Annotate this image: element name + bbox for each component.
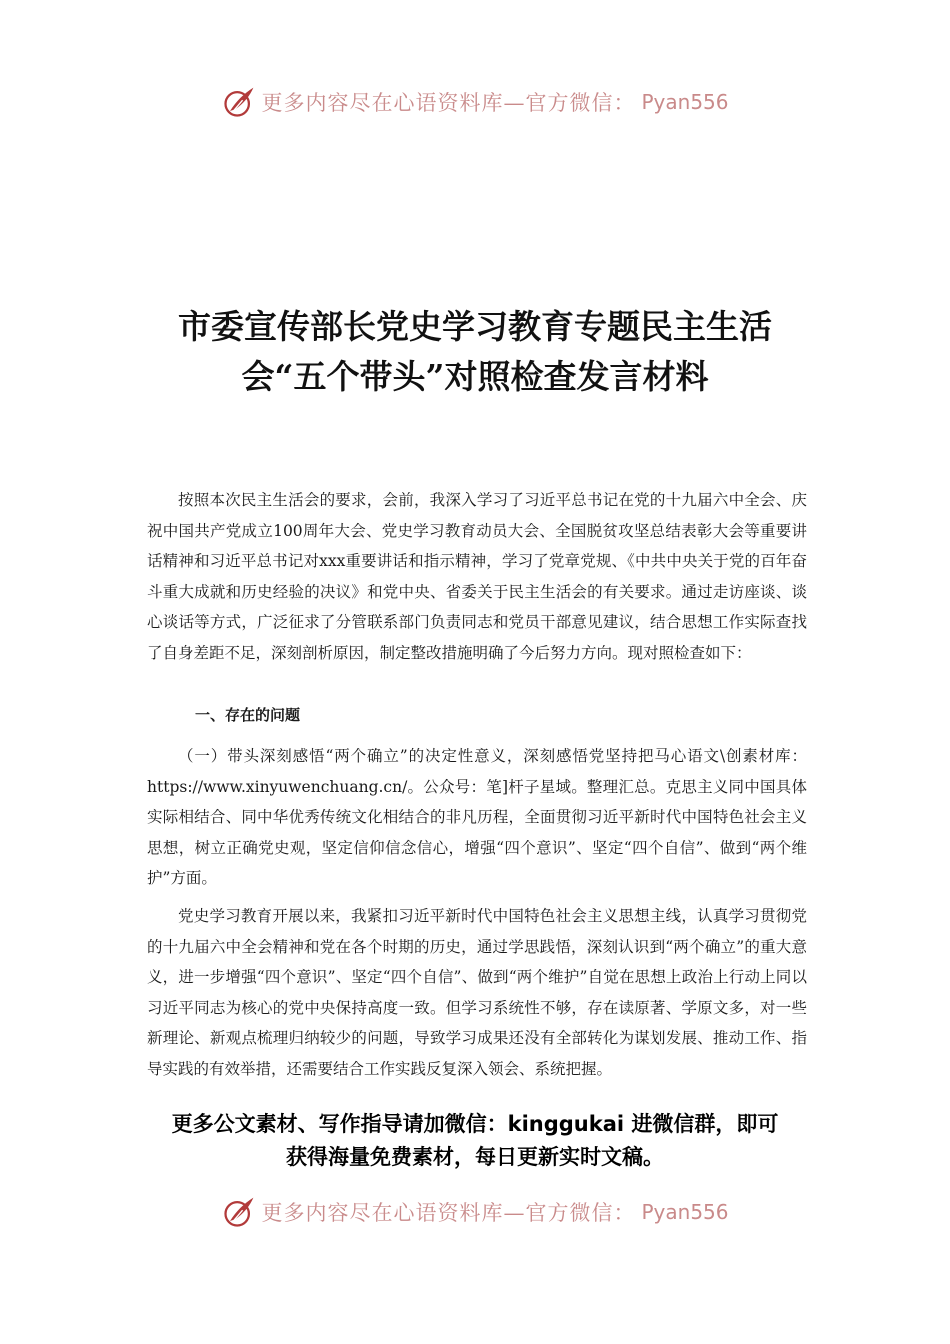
promo-notice xyxy=(130,1108,820,1174)
section-heading: 一、存在的问题 xyxy=(195,706,301,724)
banner-text: 更多内容尽在心语资料库—官方微信： xyxy=(261,91,636,115)
quill-logo-icon xyxy=(221,84,257,120)
banner-text: 更多内容尽在心语资料库—官方微信： xyxy=(261,1201,636,1225)
item-1-detail-paragraph: 党史学习教育开展以来，我紧扣习近平新时代中国特色社会主义思想主线，认真学习贯彻党的十九届六中全会精神和党在各个时期的历史，通过学思践悟，深刻认识到“两个确立”的重大意义，进一步增强“四个意识”、坚定“四个自信”、做到“两个维护”自觉在思想上政治上行动上同以习近平同志为核心的党中央保持高度一致。但学习系统性不够，存在读原著、学原文多，对一些新理论、新观点梳理归纳较少的问题，导致学习成果还没有全部转化为谋划发展、推动工作、指导实践的有效举措，还需要结合工作实践反复深入领会、系统把握。 xyxy=(147,907,807,1078)
intro-paragraph: 按照本次民主生活会的要求，会前，我深入学习了习近平总书记在党的十九届六中全会、庆祝中国共产党成立100周年大会、党史学习教育动员大会、全国脱贫攻坚总结表彰大会等重要讲话精神和习近平总书记对xxx重要讲话和指示精神，学习了党章党规、《中共中央关于党的百年奋斗重大成就和历史经验的决议》和党中央、省委关于民主生活会的有关要求。通过走访座谈、谈心谈话等方式，广泛征求了分管联系部门负责同志和党员干部意见建议，结合思想工作实际查找了自身差距不足，深刻剖析原因，制定整改措施明确了今后努力方向。现对照检查如下： xyxy=(147,491,807,662)
banner-wechat-id: Pyan556 xyxy=(641,1200,729,1224)
title-line-1: 市委宣传部长党史学习教育专题民主生活 xyxy=(178,307,772,346)
quill-logo-icon xyxy=(221,1194,257,1230)
promo-line-1: 更多公文素材、写作指导请加微信：kinggukai 进微信群，即可 xyxy=(171,1112,779,1136)
banner-wechat-id: Pyan556 xyxy=(641,90,729,114)
title-line-2: 会“五个带头”对照检查发言材料 xyxy=(241,357,709,396)
promo-line-2: 获得海量免费素材，每日更新实时文稿。 xyxy=(286,1145,664,1169)
document-title xyxy=(100,302,850,402)
item-1-paragraph: （一）带头深刻感悟“两个确立”的决定性意义，深刻感悟党坚持把马心语文\创素材库：https://www.xinyuwenchuang.cn/。公众号：笔]杆子星域。整理汇总。克思主义同中国具体实际相结合、同中华优秀传统文化相结合的非凡历程，全面贯彻习近平新时代中国特色社会主义思想，树立正确党史观，坚定信仰信念信心，增强“四个意识”、坚定“四个自信”、做到“两个维护”方面。 xyxy=(147,747,807,887)
footer-banner xyxy=(0,1192,950,1232)
header-banner xyxy=(0,82,950,122)
